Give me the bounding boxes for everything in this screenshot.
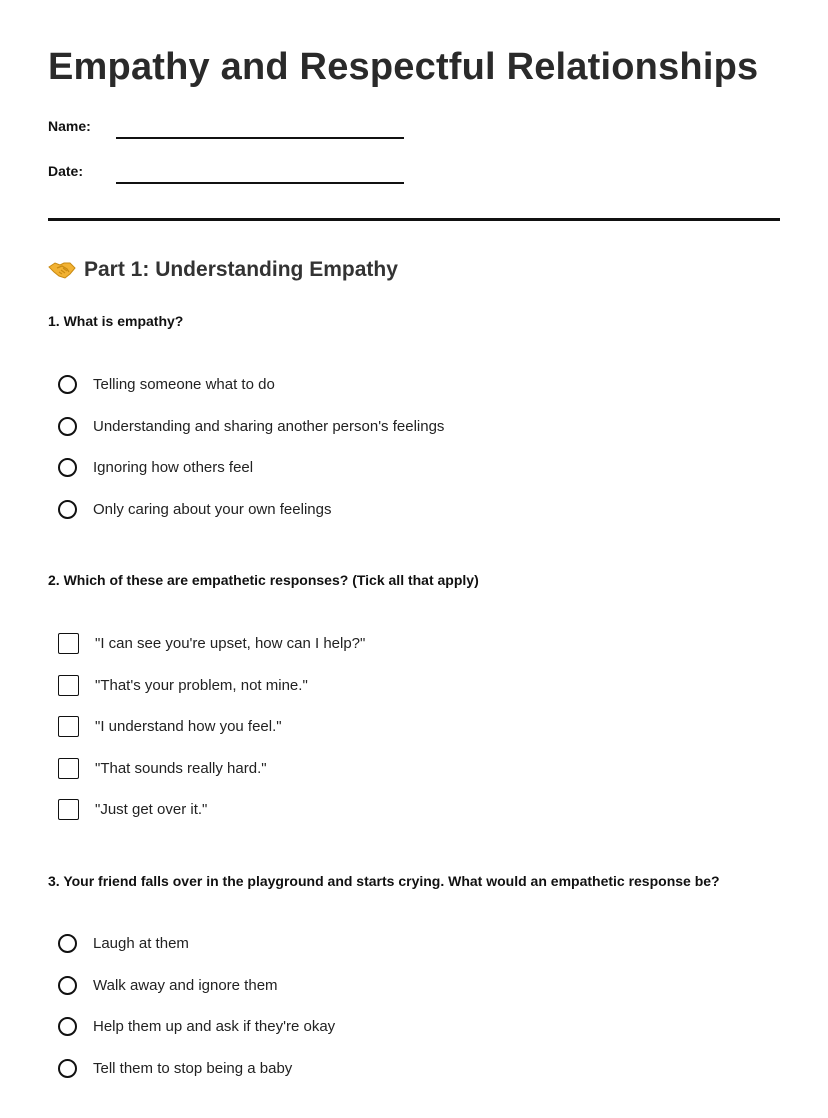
list-item[interactable]: [58, 364, 444, 406]
radio-button[interactable]: [58, 976, 77, 995]
name-field[interactable]: [116, 137, 404, 139]
option-label: Understanding and sharing another person's feelings: [93, 417, 445, 435]
list-item[interactable]: [58, 965, 335, 1007]
list-item[interactable]: [58, 706, 365, 748]
list-item[interactable]: [58, 623, 365, 665]
question-1-options: [58, 364, 444, 530]
list-item[interactable]: [58, 447, 444, 489]
section-heading-part-1: [48, 258, 398, 282]
page-title: Empathy and Respectful Relationships: [48, 46, 759, 88]
radio-button[interactable]: [58, 1059, 77, 1078]
option-label: Ignoring how others feel: [93, 459, 254, 477]
checkbox[interactable]: [58, 758, 79, 779]
list-item[interactable]: [58, 665, 365, 707]
list-item[interactable]: [58, 789, 365, 831]
header-divider: [48, 218, 780, 221]
date-field-row: [48, 163, 408, 193]
option-label: "I understand how you feel.": [95, 718, 282, 736]
option-label: Laugh at them: [93, 935, 189, 953]
date-label: Date:: [48, 163, 84, 179]
radio-button[interactable]: [58, 934, 77, 953]
question-3-options: [58, 923, 335, 1089]
radio-button[interactable]: [58, 417, 77, 436]
radio-button[interactable]: [58, 458, 77, 477]
option-label: "Just get over it.": [95, 801, 208, 819]
radio-button[interactable]: [58, 375, 77, 394]
option-label: Only caring about your own feelings: [93, 500, 332, 518]
radio-button[interactable]: [58, 500, 77, 519]
checkbox[interactable]: [58, 675, 79, 696]
radio-button[interactable]: [58, 1017, 77, 1036]
checkbox[interactable]: [58, 633, 79, 654]
name-field-row: [48, 118, 408, 148]
question-2-options: [58, 623, 365, 831]
list-item[interactable]: [58, 748, 365, 790]
list-item[interactable]: [58, 489, 444, 531]
checkbox[interactable]: [58, 716, 79, 737]
list-item[interactable]: [58, 923, 335, 965]
list-item[interactable]: [58, 1006, 335, 1048]
option-label: Tell them to stop being a baby: [93, 1059, 293, 1077]
option-label: "I can see you're upset, how can I help?": [95, 635, 366, 653]
option-label: Telling someone what to do: [93, 376, 275, 394]
option-label: "That sounds really hard.": [95, 759, 267, 777]
date-field[interactable]: [116, 182, 404, 184]
option-label: Help them up and ask if they're okay: [93, 1018, 336, 1036]
option-label: Walk away and ignore them: [93, 976, 278, 994]
question-2: 2. Which of these are empathetic responses? (Tick all that apply): [48, 572, 479, 588]
checkbox[interactable]: [58, 799, 79, 820]
list-item[interactable]: [58, 406, 444, 448]
name-label: Name:: [48, 118, 91, 134]
option-label: "That's your problem, not mine.": [95, 676, 308, 694]
section-heading-text: Part 1: Understanding Empathy: [84, 258, 398, 281]
question-1: 1. What is empathy?: [48, 313, 184, 329]
list-item[interactable]: [58, 1048, 335, 1090]
question-3: 3. Your friend falls over in the playground and starts crying. What would an empathetic response be?: [48, 873, 720, 889]
handshake-icon: [48, 259, 76, 281]
